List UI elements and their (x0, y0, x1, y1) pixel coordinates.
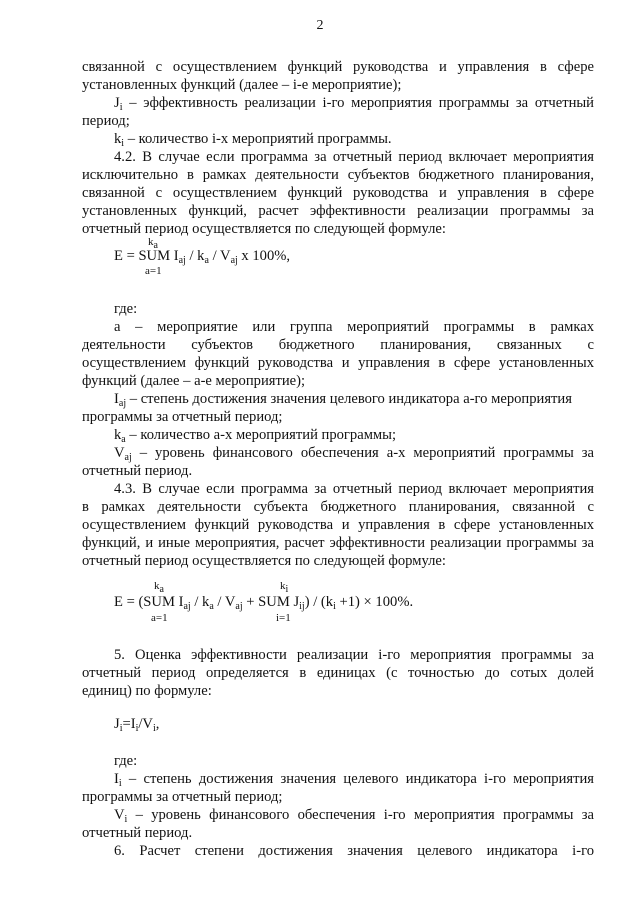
text-line: отчетный период определяется в единицах (с точностью до сотых долей (82, 665, 594, 681)
formula2-upper-limit-1: $k_a$ (154, 580, 164, 595)
text-line: период; (82, 113, 130, 129)
definition-vi: $V_i$ – уровень финансового обеспечения i-го мероприятия программы за (114, 807, 594, 825)
text-line: отчетный период. (82, 463, 193, 479)
paragraph-4-2: 4.2. В случае если программа за отчетный период включает мероприятия (114, 149, 594, 165)
definition-ji: $J_i$ – эффективность реализации i-го мероприятия программы за отчетный (114, 95, 594, 113)
text-line: функций, и иные мероприятия, расчет эффективности реализации программы за (82, 535, 594, 551)
text-line: где: (114, 301, 138, 317)
text-line: единиц) по формуле: (82, 683, 212, 699)
definition-ii: $I_i$ – степень достижения значения целевого индикатора i-го мероприятия (114, 771, 594, 789)
paragraph-4-3: 4.3. В случае если программа за отчетный период включает мероприятия (114, 481, 594, 497)
definition-iaj: $I_{aj}$ – степень достижения значения целевого индикатора a-го мероприятия (114, 391, 572, 409)
formula2-upper-limit-2: $k_i$ (280, 580, 289, 595)
paragraph-5: 5. Оценка эффективности реализации i-го мероприятия программы за (114, 647, 594, 663)
text-line: отчетный период. (82, 825, 193, 841)
definition-a: a – мероприятие или группа мероприятий программы в рамках (114, 319, 594, 335)
text-line: в рамках деятельности субъекта бюджетного планирования, связанной с (82, 499, 594, 515)
text-line: программы за отчетный период; (82, 409, 283, 425)
definition-ka: $k_a$ – количество a-х мероприятий программы; (114, 427, 397, 445)
text-line: программы за отчетный период; (82, 789, 283, 805)
text-line: осуществлением функций руководства и управления в сфере установленных (82, 355, 594, 371)
formula1: E = SUM $I_{aj} / k_a / V_{aj}$ x 100%, (114, 248, 291, 266)
formula3: $J_i=I_i/V_i$, (114, 716, 160, 734)
text-line: установленных функций (далее – i-е мероприятие); (82, 77, 402, 93)
text-line: связанной с осуществлением функций руководства и управления в сфере (82, 59, 594, 75)
paragraph-6: 6. Расчет степени достижения значения целевого индикатора i-го (114, 843, 594, 859)
page-number: 2 (316, 18, 324, 33)
formula2-lower-limit-1: a=1 (151, 612, 168, 624)
text-line: отчетный период осуществляется по следующей формуле: (82, 221, 446, 237)
text-line: осуществлением функций руководства и управления в сфере установленных (82, 517, 594, 533)
text-line: исключительно в рамках деятельности субъектов бюджетного планирования, (82, 167, 594, 183)
formula2-lower-limit-2: i=1 (276, 612, 291, 624)
text-line: отчетный период осуществляется по следующей формуле: (82, 553, 446, 569)
definition-ki: $k_i$ – количество i-х мероприятий программы. (114, 131, 392, 149)
text-line: где: (114, 753, 138, 769)
formula1-upper-limit: $k_a$ (148, 236, 158, 251)
text-line: связанной с осуществлением функций руководства и управления в сфере (82, 185, 594, 201)
text-line: функций (далее – a-е мероприятие); (82, 373, 306, 389)
text-line: установленных функций, расчет эффективности реализации программы за (82, 203, 594, 219)
formula2: E = (SUM $I_{aj} / k_a / V_{aj}$ + SUM $J_{ij}) / (k_i +1) \times 100\%$. (114, 594, 414, 612)
text-line: деятельности субъектов бюджетного планирования, связанных с (82, 337, 594, 353)
formula1-lower-limit: a=1 (145, 265, 162, 277)
definition-vaj: $V_{aj}$ – уровень финансового обеспечения a-х мероприятий программы за (114, 445, 594, 463)
